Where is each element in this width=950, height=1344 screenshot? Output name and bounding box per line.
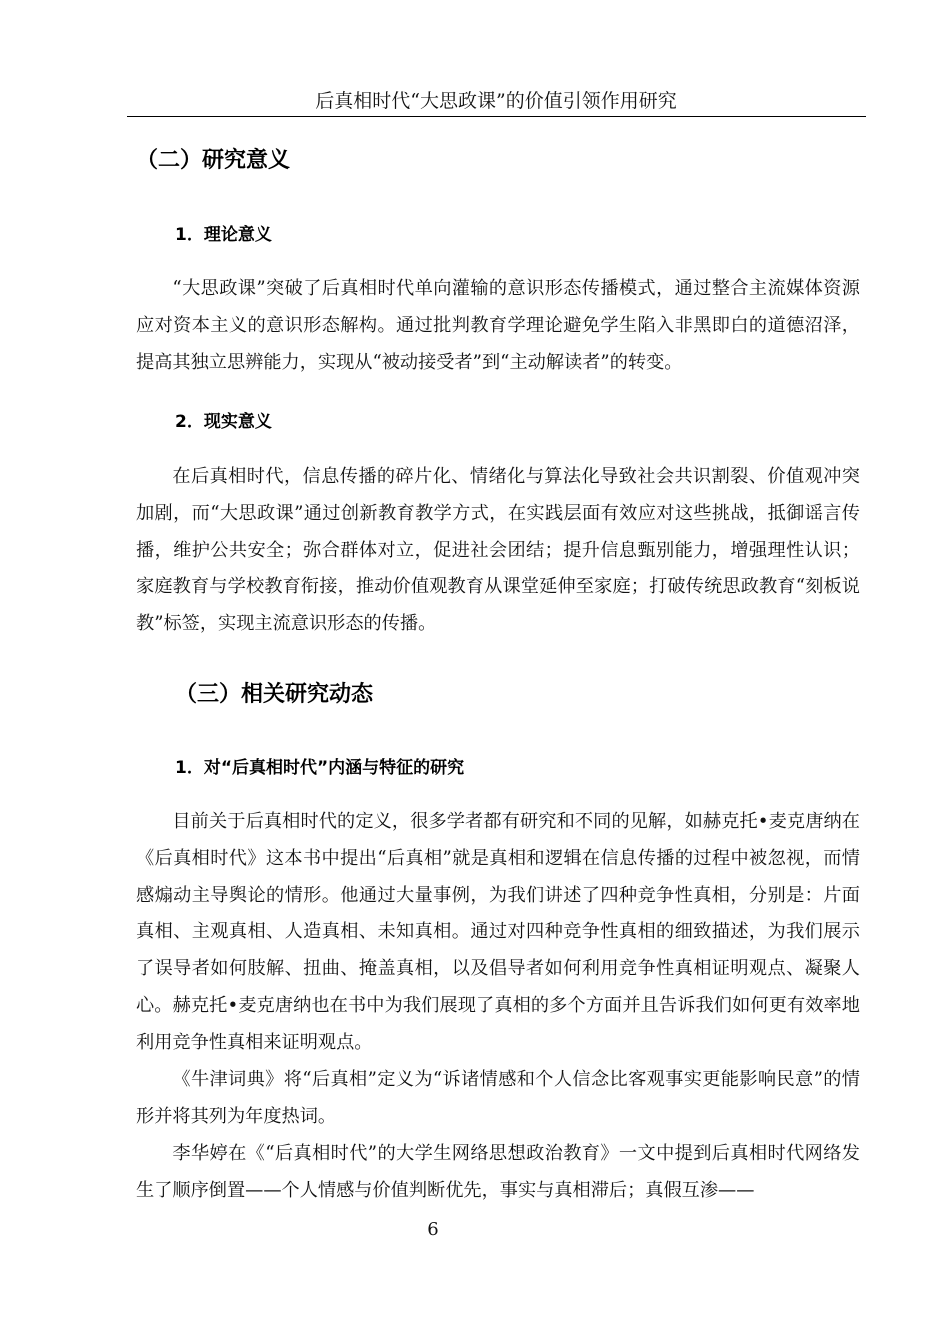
paragraph-oxford-dictionary: 《牛津词典》将“后真相”定义为“诉诸情感和个人信念比客观事实更能影响民意”的情形并将其列为年度热词。 <box>136 1069 860 1127</box>
section-title-research-significance: （二）研究意义 <box>136 148 291 173</box>
subsection-title-post-truth-connotation: 1．对“后真相时代”内涵与特征的研究 <box>175 758 465 778</box>
paragraph-practical-significance: 在后真相时代，信息传播的碎片化、情绪化与算法化导致社会共识割裂、价值观冲突加剧，而“大思政课”通过创新教育教学方式，在实践层面有效应对这些挑战，抵御谣言传播，维护公共安全；弥合群体对立，促进社会团结；提升信息甄别能力，增强理性认识；家庭教育与学校教育衔接，推动价值观教育从课堂延伸至家庭；打破传统思政教育“刻板说教”标签，实现主流意识形态的传播。 <box>136 466 860 635</box>
paragraph-post-truth-definition: 目前关于后真相时代的定义，很多学者都有研究和不同的见解，如赫克托•麦克唐纳在《后真相时代》这本书中提出“后真相”就是真相和逻辑在信息传播的过程中被忽视，而情感煽动主导舆论的情形。他通过大量事例，为我们讲述了四种竞争性真相，分别是：片面真相、主观真相、人造真相、未知真相。通过对四种竞争性真相的细致描述，为我们展示了误导者如何肢解、扭曲、掩盖真相，以及倡导者如何利用竞争性真相证明观点、凝聚人心。赫克托•麦克唐纳也在书中为我们展现了真相的多个方面并且告诉我们如何更有效率地利用竞争性真相来证明观点。 <box>136 811 860 1053</box>
page-header: 后真相时代“大思政课”的价值引领作用研究 <box>315 90 677 112</box>
page-number: 6 <box>427 1219 439 1240</box>
paragraph-theoretical-significance: “大思政课”突破了后真相时代单向灌输的意识形态传播模式，通过整合主流媒体资源应对资本主义的意识形态解构。通过批判教育学理论避免学生陷入非黑即白的道德沼泽，提高其独立思辨能力，实现从“被动接受者”到“主动解读者”的转变。 <box>136 278 860 373</box>
header-rule <box>127 116 866 117</box>
subsection-title-theoretical-significance: 1．理论意义 <box>175 225 272 245</box>
section-title-research-status: （三）相关研究动态 <box>175 682 374 707</box>
subsection-title-practical-significance: 2．现实意义 <box>175 412 272 432</box>
paragraph-li-huating: 李华婷在《“后真相时代”的大学生网络思想政治教育》一文中提到后真相时代网络发生了顺序倒置——个人情感与价值判断优先，事实与真相滞后；真假互渗—— <box>136 1143 860 1201</box>
